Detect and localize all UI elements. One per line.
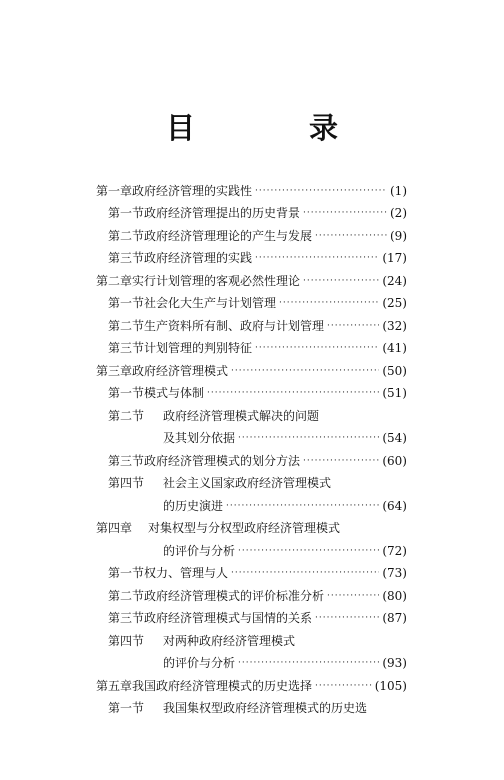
toc-entry-page-number: (25) [382,296,407,310]
toc-entry-section [0,221,504,244]
toc-entry-page-number: (1) [390,183,407,198]
toc-entry-page-number: (9) [390,228,407,243]
leader-dots [327,588,379,604]
toc-entry-label: 第三章 [96,363,133,378]
leader-dots [255,183,387,199]
toc-entry-cont [0,491,504,514]
toc-entry-section [0,289,504,312]
toc-entry-title: 权力、管理与人 [144,566,229,580]
page-title: 目 录 [165,111,391,145]
leader-dots [303,273,379,289]
toc-entry-section [0,694,504,717]
leader-dots [315,678,372,694]
toc-entry-label: 第四节 [108,476,145,490]
toc-entry-title: 模式与体制 [144,386,205,400]
toc-entry-title: 政府经济管理理论的产生与发展 [144,228,313,243]
toc-entry-label: 第二章 [96,273,133,288]
toc-entry-label: 第一节 [108,566,145,580]
toc-entry-page-number: (54) [382,431,407,445]
toc-entry-title: 政府经济管理模式的划分方法 [144,453,301,468]
toc-entry-label: 第一节 [108,206,145,220]
toc-entry-page-number: (17) [382,251,407,265]
leader-dots [231,565,379,581]
toc-entry-cont [0,536,504,559]
toc-entry-label: 第二节 [108,588,145,603]
leader-dots [231,363,379,379]
toc-entry-page-number: (73) [382,566,407,580]
leader-dots [327,318,379,334]
toc-entry-page-number: (51) [382,386,407,400]
toc-entry-chapter [0,514,504,537]
toc-list [0,176,504,716]
toc-entry-section [0,334,504,357]
toc-entry-title: 实行计划管理的客观必然性理论 [132,273,301,288]
toc-entry-section [0,244,504,267]
toc-entry-page-number: (50) [382,363,407,378]
toc-entry-label: 第三节 [108,453,145,468]
toc-entry-section [0,626,504,649]
toc-entry-label: 第五章 [96,678,133,693]
toc-entry-title: 的评价与分析 [163,543,236,558]
toc-entry-label: 第二节 [108,228,145,243]
toc-entry-title: 我国政府经济管理模式的历史选择 [132,678,313,693]
toc-entry-title: 计划管理的判别特征 [144,341,253,355]
toc-entry-page-number: (80) [382,588,407,603]
toc-entry-page-number: (60) [382,453,407,468]
toc-entry-title: 政府经济管理提出的历史背景 [144,206,301,220]
toc-entry-title: 政府经济管理模式与国情的关系 [144,611,313,625]
toc-entry-page-number: (93) [382,656,407,670]
toc-entry-section [0,559,504,582]
toc-entry-title: 的评价与分析 [163,656,236,670]
toc-entry-label: 第一节 [108,296,145,310]
toc-entry-page-number: (87) [382,611,407,625]
toc-entry-page-number: (2) [390,206,407,220]
toc-entry-title: 政府经济管理的实践 [144,251,253,265]
toc-entry-page-number: (72) [382,543,407,558]
toc-entry-label: 第二节 [108,408,145,423]
toc-entry-chapter [0,356,504,379]
toc-entry-label: 第三节 [108,611,145,625]
leader-dots [279,295,379,311]
leader-dots [255,340,379,356]
toc-entry-title: 我国集权型政府经济管理模式的历史选 [163,701,368,715]
toc-entry-section [0,446,504,469]
leader-dots [303,205,387,221]
toc-entry-chapter [0,671,504,694]
toc-entry-title: 社会主义国家政府经济管理模式 [163,476,332,490]
toc-entry-title: 政府经济管理的实践性 [132,183,253,198]
toc-entry-section [0,311,504,334]
toc-entry-page-number: (24) [382,273,407,288]
toc-entry-title: 生产资料所有制、政府与计划管理 [144,318,325,333]
toc-entry-label: 第一节 [108,386,145,400]
toc-entry-section [0,379,504,402]
leader-dots [303,453,379,469]
toc-entry-label: 第四节 [108,633,145,648]
toc-entry-title: 及其划分依据 [163,431,236,445]
toc-entry-section [0,401,504,424]
toc-entry-section [0,581,504,604]
leader-dots [238,655,379,671]
toc-entry-label: 第一节 [108,701,145,715]
toc-entry-title: 政府经济管理模式的评价标准分析 [144,588,325,603]
toc-entry-cont [0,424,504,447]
toc-entry-title: 的历史演进 [163,498,224,513]
toc-entry-title: 政府经济管理模式解决的问题 [163,408,320,423]
leader-dots [315,610,379,626]
leader-dots [238,543,379,559]
toc-entry-label: 第三节 [108,341,145,355]
toc-entry-label: 第四章 [96,521,133,535]
toc-entry-page-number: (64) [382,498,407,513]
toc-entry-page-number: (41) [382,341,407,355]
toc-entry-title: 社会化大生产与计划管理 [144,296,277,310]
toc-entry-label: 第一章 [96,183,133,198]
toc-entry-chapter [0,266,504,289]
toc-entry-title: 对两种政府经济管理模式 [163,633,296,648]
toc-entry-title: 政府经济管理模式 [132,363,229,378]
toc-entry-section [0,604,504,627]
toc-entry-title: 对集权型与分权型政府经济管理模式 [148,521,341,535]
leader-dots [238,430,379,446]
leader-dots [226,498,379,514]
toc-entry-section [0,199,504,222]
toc-entry-cont [0,649,504,672]
leader-dots [207,385,379,401]
toc-entry-page-number: (105) [374,678,407,693]
toc-entry-section [0,469,504,492]
toc-entry-label: 第三节 [108,251,145,265]
toc-entry-label: 第二节 [108,318,145,333]
leader-dots [255,250,379,266]
toc-entry-page-number: (32) [382,318,407,333]
leader-dots [315,228,387,244]
toc-entry-chapter [0,176,504,199]
